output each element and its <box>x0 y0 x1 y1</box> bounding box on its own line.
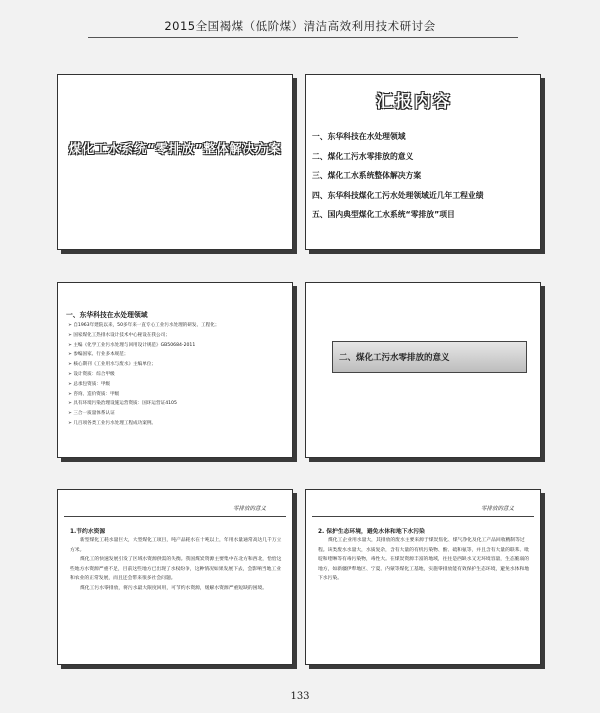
section-title: 一、东华科技在水处理领域 <box>66 311 148 319</box>
heading-rule <box>64 516 286 517</box>
paragraph: 煤化工企业用水量大，其排放的废水主要来源于煤炭焦化、煤气净化及化工产品回收精制等过程。该类废水水量大，水质复杂，含有大量的有机污染物、酚、硫和氨等，并且含有大量的联苯、吡啶和喹啉等有毒污染物，毒性大。在煤炭资源丰富的地域，往往是西缺水又无环境容量，生态脆弱的地方，如新疆伊犁地区、宁夏、内蒙等煤化工基地，实施零排放能有效保护生态环境，避免水体和地下水污染。 <box>318 538 530 582</box>
agenda-item: 五、国内典型煤化工水系统“零排放”项目 <box>312 210 455 219</box>
paragraph: 新型煤化工耗水量巨大，大型煤化工项目，吨产品耗水在十吨以上，年用水量通常高达几千万立方米。 <box>70 538 282 553</box>
agenda-heading: 汇报内容 <box>376 92 452 112</box>
paragraph: 煤化工的快速发展引发了区域水资源供需的失衡。我国煤炭资源主要集中在北方和西北，恰恰这些地方水资源严重不足，目前这些地方已出现了水权纷争，这种情况如果发展下去，会影响当地工业和农业的正常发展，而且还会带来很多社会问题。 <box>70 557 282 582</box>
slide-ecology-protection <box>305 489 541 665</box>
bullet-item: ➢ 几百项各类工业污水处理工程成功案例。 <box>68 419 219 429</box>
bullet-item: ➢ 自1963年建院以来，50多年来一直专心工业污水处理的研发、工程化； <box>68 321 219 331</box>
page-header: 2015全国褐煤（低阶煤）清洁高效利用技术研讨会 <box>164 19 436 33</box>
bullet-item: ➢ 参编国家、行业多本规范； <box>68 350 219 360</box>
bullet-item: ➢ 核心期刊《工业用水与废水》主编单位； <box>68 360 219 370</box>
section-label: 二、煤化工污水零排放的意义 <box>339 353 450 363</box>
slide-title-text: 煤化工水系统“零排放”整体解决方案 <box>68 141 282 156</box>
slide-title <box>57 74 293 250</box>
bullet-item: ➢ 三合一质量体系认证 <box>68 409 219 419</box>
agenda-item: 一、东华科技在水处理领域 <box>312 132 406 141</box>
header-rule <box>88 37 518 38</box>
agenda-list <box>312 127 484 225</box>
agenda-item: 三、煤化工水系统整体解决方案 <box>312 171 422 180</box>
bullet-item: ➢ 咨询、造价资质：甲级 <box>68 390 219 400</box>
page-number: 133 <box>290 691 310 702</box>
slide-water-saving <box>57 489 293 665</box>
point-body <box>70 536 284 594</box>
paragraph: 煤化工污水零排放，将污水最大限度回用，可节约水资源，缓解水资源严重短缺的困境。 <box>80 585 268 591</box>
bullet-item: ➢ 主编《化学工业污水处理与回用设计规范》GB50684-2011 <box>68 341 219 351</box>
bullet-item: ➢ 总承包资质：甲级 <box>68 380 219 390</box>
agenda-item: 二、煤化工污水零排放的意义 <box>312 151 414 161</box>
bullet-item: ➢ 国家煤化工热排水设计技术中心秘设在我公司； <box>68 331 219 341</box>
slide-company-profile <box>57 282 293 458</box>
slide-decorative-heading: 零排放的意义 <box>480 506 514 512</box>
slide-section-divider <box>305 282 541 458</box>
point-body <box>318 536 532 584</box>
slide-agenda <box>305 74 541 250</box>
bullet-list <box>68 321 219 429</box>
bullet-item: ➢ 具有环境污染治理设施运营资质：国环运营证4105 <box>68 399 219 409</box>
bullet-item: ➢ 设计资质：综合甲级 <box>68 370 219 380</box>
slide-decorative-heading: 零排放的意义 <box>232 506 266 512</box>
agenda-item: 四、东华科技煤化工污水处理领域近几年工程业绩 <box>312 190 484 200</box>
point-title: 1.节约水资源 <box>70 529 106 535</box>
point-title: 2. 保护生态环境，避免水体和地下水污染 <box>318 529 425 535</box>
section-band <box>332 341 527 373</box>
heading-rule <box>312 516 534 517</box>
